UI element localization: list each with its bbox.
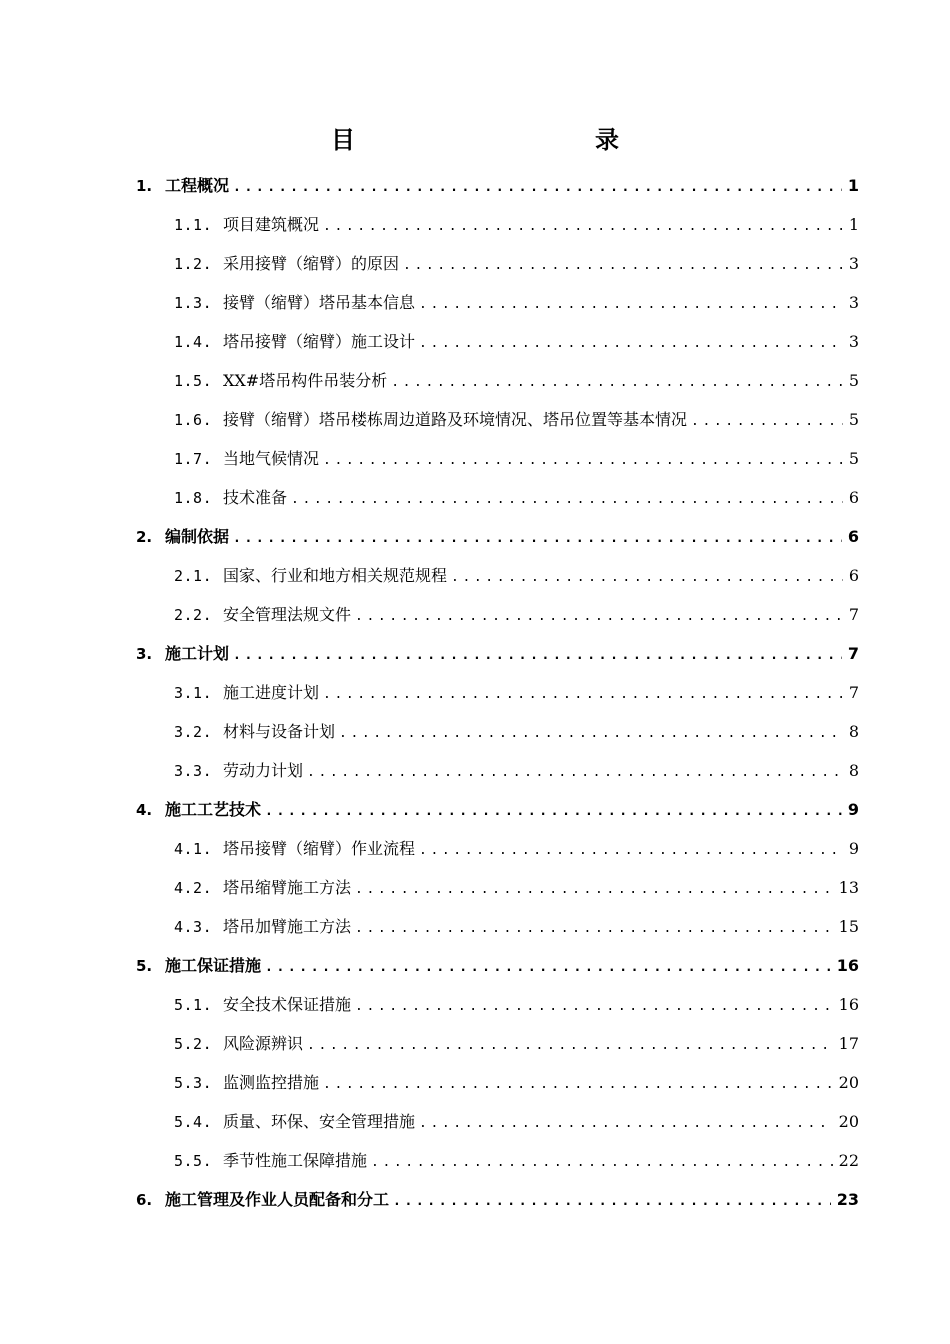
toc-page-number: 3 [848,332,859,351]
toc-leader [355,909,833,946]
toc-leader [355,870,833,907]
toc-number: 1. [136,177,153,195]
toc-page-number: 7 [848,683,859,702]
toc-leader [323,441,843,478]
toc-title: 风险源辨识 [223,1034,304,1053]
toc-number: 4.3. [174,918,213,936]
toc-number: 4. [136,801,153,819]
toc-title: 当地气候情况 [223,449,320,468]
toc-entry[interactable] [174,751,859,790]
toc-entry[interactable] [174,283,859,322]
toc-number: 2.2. [174,606,213,624]
toc-title: XX#塔吊构件吊装分析 [223,371,388,390]
toc-page-number: 3 [848,293,859,312]
toc-title: 编制依据 [165,527,230,546]
toc-leader [307,753,843,790]
toc-page-number: 6 [848,566,859,585]
toc-leader [393,1182,831,1219]
toc-page-number: 22 [838,1151,859,1170]
toc-title: 施工计划 [165,644,230,663]
toc-number: 4.2. [174,879,213,897]
toc-number: 3.2. [174,723,213,741]
toc-number: 5.4. [174,1113,213,1131]
toc-number: 4.1. [174,840,213,858]
toc-number: 3. [136,645,153,663]
toc-page-number: 9 [848,839,859,858]
toc-entry[interactable] [174,361,859,400]
toc-page-number: 20 [838,1112,859,1131]
toc-number: 5.1. [174,996,213,1014]
toc-entry[interactable] [174,556,859,595]
toc-leader [419,1104,833,1141]
toc-leader [323,207,843,244]
toc-page-number: 13 [838,878,859,897]
toc-page-number: 15 [838,917,859,936]
toc-title: 质量、环保、安全管理措施 [223,1112,416,1131]
toc-title: 塔吊加臂施工方法 [223,917,352,936]
toc-entry[interactable] [174,1141,859,1180]
toc-page-number: 23 [836,1190,859,1209]
toc-page-number: 9 [847,800,859,819]
toc-number: 2.1. [174,567,213,585]
toc-leader [419,285,843,322]
toc-page-number: 7 [848,605,859,624]
toc-leader [419,324,843,361]
toc-title: 施工工艺技术 [165,800,262,819]
toc-entry[interactable] [174,322,859,361]
toc-page-number: 1 [847,176,859,195]
toc-number: 6. [136,1191,153,1209]
toc-entry[interactable] [174,868,859,907]
toc-page-number: 5 [848,371,859,390]
toc-page-number: 7 [847,644,859,663]
toc-page-number: 16 [836,956,859,975]
toc-entry[interactable] [174,400,859,439]
toc-entry[interactable] [136,1180,859,1219]
toc-leader [233,636,842,673]
toc-entry[interactable] [174,244,859,283]
toc-title: 材料与设备计划 [223,722,336,741]
toc-title: 接臂（缩臂）塔吊楼栋周边道路及环境情况、塔吊位置等基本情况 [223,410,688,429]
toc-leader [233,168,842,205]
toc-leader [391,363,843,400]
toc-page-number: 16 [838,995,859,1014]
toc-entry[interactable] [174,478,859,517]
toc-entry[interactable] [174,907,859,946]
toc-number: 3.3. [174,762,213,780]
toc-title: 国家、行业和地方相关规范规程 [223,566,448,585]
toc-page-number: 1 [848,215,859,234]
toc-title: 施工进度计划 [223,683,320,702]
toc-number: 5.2. [174,1035,213,1053]
toc-entry[interactable] [174,985,859,1024]
toc-number: 1.8. [174,489,213,507]
toc-title: 塔吊接臂（缩臂）作业流程 [223,839,416,858]
toc-entry[interactable] [174,1063,859,1102]
toc-title: 塔吊接臂（缩臂）施工设计 [223,332,416,351]
page-title: 目 录 [331,125,683,154]
toc-entry[interactable] [174,829,859,868]
toc-page-number: 6 [847,527,859,546]
toc-number: 1.2. [174,255,213,273]
toc-title: 安全技术保证措施 [223,995,352,1014]
toc-entry[interactable] [136,790,859,829]
toc-title: 季节性施工保障措施 [223,1151,368,1170]
toc-leader [419,831,843,868]
toc-leader [307,1026,833,1063]
toc-title: 劳动力计划 [223,761,304,780]
toc-entry[interactable] [174,1102,859,1141]
toc-title: 施工保证措施 [165,956,262,975]
toc-entry[interactable] [174,439,859,478]
toc-leader [691,402,843,439]
toc-entry[interactable] [174,712,859,751]
toc-page-number: 5 [848,449,859,468]
toc-entry[interactable] [174,673,859,712]
toc-page-number: 6 [848,488,859,507]
toc-entry[interactable] [136,634,859,673]
toc-page-number: 8 [848,722,859,741]
toc-page-number: 8 [848,761,859,780]
toc-title: 施工管理及作业人员配备和分工 [165,1190,390,1209]
toc-title: 工程概况 [165,176,230,195]
toc-number: 1.6. [174,411,213,429]
toc-number: 1.5. [174,372,213,390]
toc-number: 2. [136,528,153,546]
toc-page-number: 20 [838,1073,859,1092]
toc-number: 5. [136,957,153,975]
toc-number: 1.3. [174,294,213,312]
toc-title: 安全管理法规文件 [223,605,352,624]
toc-page-number: 5 [848,410,859,429]
toc-page-number: 3 [848,254,859,273]
toc-leader [451,558,843,595]
toc-leader [323,675,843,712]
toc-leader [233,519,842,556]
toc-entry[interactable] [136,166,859,205]
toc-title: 塔吊缩臂施工方法 [223,878,352,897]
toc-title: 项目建筑概况 [223,215,320,234]
toc-number: 1.7. [174,450,213,468]
toc-entry[interactable] [174,595,859,634]
toc-page-number: 17 [838,1034,859,1053]
toc-entry[interactable] [174,1024,859,1063]
toc-number: 1.1. [174,216,213,234]
toc-number: 1.4. [174,333,213,351]
toc-number: 3.1. [174,684,213,702]
toc-leader [371,1143,833,1180]
toc-entry[interactable] [136,946,859,985]
toc-leader [355,597,843,634]
toc-leader [339,714,843,751]
toc-title: 监测监控措施 [223,1073,320,1092]
toc-leader [265,948,831,985]
toc-entry[interactable] [174,205,859,244]
toc-leader [291,480,843,517]
toc-number: 5.5. [174,1152,213,1170]
toc-title: 接臂（缩臂）塔吊基本信息 [223,293,416,312]
toc-title: 采用接臂（缩臂）的原因 [223,254,400,273]
toc-leader [265,792,842,829]
toc-leader [355,987,833,1024]
toc-number: 5.3. [174,1074,213,1092]
toc-leader [403,246,843,283]
toc-entry[interactable] [136,517,859,556]
toc-leader [323,1065,833,1102]
toc-title: 技术准备 [223,488,288,507]
